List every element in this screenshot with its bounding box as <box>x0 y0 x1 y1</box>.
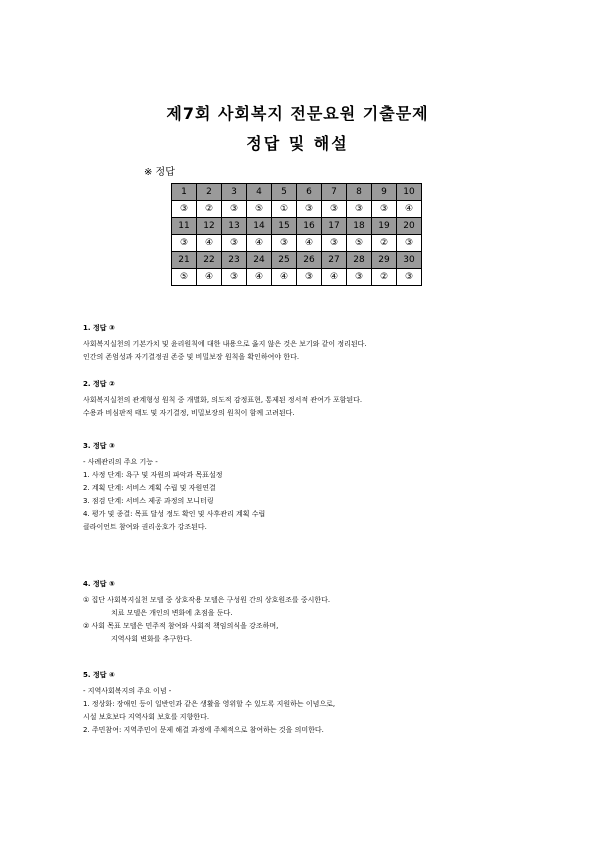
answer-cell: ④ <box>297 235 322 252</box>
section-heading: 2. 정답 ② <box>83 380 115 388</box>
question-number-cell: 21 <box>172 252 197 269</box>
question-number-cell: 17 <box>322 218 347 235</box>
section-line: 시설 보호보다 지역사회 보호를 지향한다. <box>83 713 210 721</box>
section-line: - 사례관리의 주요 기능 - <box>83 458 158 466</box>
section-line: 수용과 비심판적 태도 및 자기결정, 비밀보장의 원칙이 함께 고려된다. <box>83 409 295 417</box>
answer-cell: ③ <box>297 201 322 218</box>
answer-row <box>172 235 422 252</box>
answer-cell: ③ <box>372 201 397 218</box>
answer-cell: ⑤ <box>347 235 372 252</box>
document-subtitle: 정답 및 해설 <box>246 134 349 153</box>
section-line: ② 사회 목표 모델은 민주적 참여와 사회적 책임의식을 강조하며, <box>83 622 279 630</box>
question-number-row <box>172 218 422 235</box>
question-number-cell: 1 <box>172 184 197 201</box>
section-line: 인간의 존엄성과 자기결정권 존중 및 비밀보장 원칙을 확인하여야 한다. <box>83 353 300 361</box>
section-line: 1. 사정 단계: 욕구 및 자원의 파악과 목표설정 <box>83 471 223 479</box>
question-number-row <box>172 252 422 269</box>
answer-cell: ② <box>197 201 222 218</box>
section-line: 2. 주민참여: 지역주민이 문제 해결 과정에 주체적으로 참여하는 것을 의미한다. <box>83 726 324 734</box>
question-number-cell: 25 <box>272 252 297 269</box>
section-heading: 4. 정답 ⑤ <box>83 580 115 588</box>
question-number-cell: 20 <box>397 218 422 235</box>
section-line: 1. 정상화: 장애인 등이 일반인과 같은 생활을 영위할 수 있도록 지원하는 이념으로, <box>83 700 336 708</box>
question-number-cell: 27 <box>322 252 347 269</box>
answer-cell: ③ <box>397 235 422 252</box>
answer-cell: ③ <box>297 269 322 286</box>
answer-cell: ④ <box>197 235 222 252</box>
question-number-cell: 7 <box>322 184 347 201</box>
answer-cell: ③ <box>172 201 197 218</box>
answer-cell: ⑤ <box>247 201 272 218</box>
answer-cell: ⑤ <box>172 269 197 286</box>
section-line: 4. 평가 및 종결: 목표 달성 정도 확인 및 사후관리 계획 수립 <box>83 510 266 518</box>
section-line: - 지역사회복지의 주요 이념 - <box>83 687 172 695</box>
answer-cell: ③ <box>222 235 247 252</box>
section-line: 지역사회 변화를 추구한다. <box>111 635 193 643</box>
answer-row <box>172 269 422 286</box>
section-line: 사회복지실천의 기본가치 및 윤리원칙에 대한 내용으로 옳지 않은 것은 보기와 같이 정리된다. <box>83 340 367 348</box>
answer-cell: ③ <box>322 235 347 252</box>
section-line: 치료 모델은 개인의 변화에 초점을 둔다. <box>111 609 233 617</box>
section-line: 3. 점검 단계: 서비스 제공 과정의 모니터링 <box>83 497 214 505</box>
question-number-cell: 9 <box>372 184 397 201</box>
section-line: 클라이언트 참여와 권리옹호가 강조된다. <box>83 523 207 531</box>
question-number-cell: 10 <box>397 184 422 201</box>
question-number-cell: 26 <box>297 252 322 269</box>
question-number-cell: 24 <box>247 252 272 269</box>
question-number-cell: 4 <box>247 184 272 201</box>
answer-cell: ② <box>372 235 397 252</box>
answer-cell: ② <box>372 269 397 286</box>
answer-cell: ④ <box>397 201 422 218</box>
question-number-cell: 12 <box>197 218 222 235</box>
explanation-section-1 <box>83 322 503 364</box>
explanation-section-5 <box>83 669 503 737</box>
question-number-cell: 19 <box>372 218 397 235</box>
answer-label: ※ 정답 <box>144 167 175 178</box>
explanation-section-3 <box>83 440 503 534</box>
question-number-cell: 14 <box>247 218 272 235</box>
question-number-row <box>172 184 422 201</box>
answer-cell: ④ <box>247 235 272 252</box>
question-number-cell: 29 <box>372 252 397 269</box>
answer-cell: ① <box>272 201 297 218</box>
explanation-section-4 <box>83 578 503 646</box>
answer-cell: ③ <box>222 269 247 286</box>
answer-cell: ③ <box>322 201 347 218</box>
answer-cell: ③ <box>397 269 422 286</box>
explanation-section-2 <box>83 378 503 420</box>
answer-cell: ③ <box>347 269 372 286</box>
question-number-cell: 6 <box>297 184 322 201</box>
question-number-cell: 3 <box>222 184 247 201</box>
question-number-cell: 28 <box>347 252 372 269</box>
answer-row <box>172 201 422 218</box>
question-number-cell: 22 <box>197 252 222 269</box>
section-line: ① 집단 사회복지실천 모델 중 상호작용 모델은 구성원 간의 상호원조를 중시한다. <box>83 596 331 604</box>
section-line: 2. 계획 단계: 서비스 계획 수립 및 자원연결 <box>83 484 216 492</box>
section-heading: 5. 정답 ④ <box>83 671 115 679</box>
answer-cell: ③ <box>172 235 197 252</box>
question-number-cell: 30 <box>397 252 422 269</box>
question-number-cell: 23 <box>222 252 247 269</box>
answer-cell: ④ <box>322 269 347 286</box>
document-title: 제7회 사회복지 전문요원 기출문제 <box>166 104 429 123</box>
question-number-cell: 11 <box>172 218 197 235</box>
section-heading: 1. 정답 ③ <box>83 324 115 332</box>
section-heading: 3. 정답 ③ <box>83 442 115 450</box>
answer-cell: ③ <box>347 201 372 218</box>
answer-cell: ③ <box>272 235 297 252</box>
answer-cell: ③ <box>222 201 247 218</box>
answer-cell: ④ <box>247 269 272 286</box>
answer-cell: ④ <box>272 269 297 286</box>
question-number-cell: 2 <box>197 184 222 201</box>
question-number-cell: 5 <box>272 184 297 201</box>
answer-table <box>171 183 422 286</box>
question-number-cell: 18 <box>347 218 372 235</box>
question-number-cell: 13 <box>222 218 247 235</box>
section-line: 사회복지실천의 관계형성 원칙 중 개별화, 의도적 감정표현, 통제된 정서적 관여가 포함된다. <box>83 396 363 404</box>
answer-cell: ④ <box>197 269 222 286</box>
question-number-cell: 8 <box>347 184 372 201</box>
question-number-cell: 16 <box>297 218 322 235</box>
question-number-cell: 15 <box>272 218 297 235</box>
